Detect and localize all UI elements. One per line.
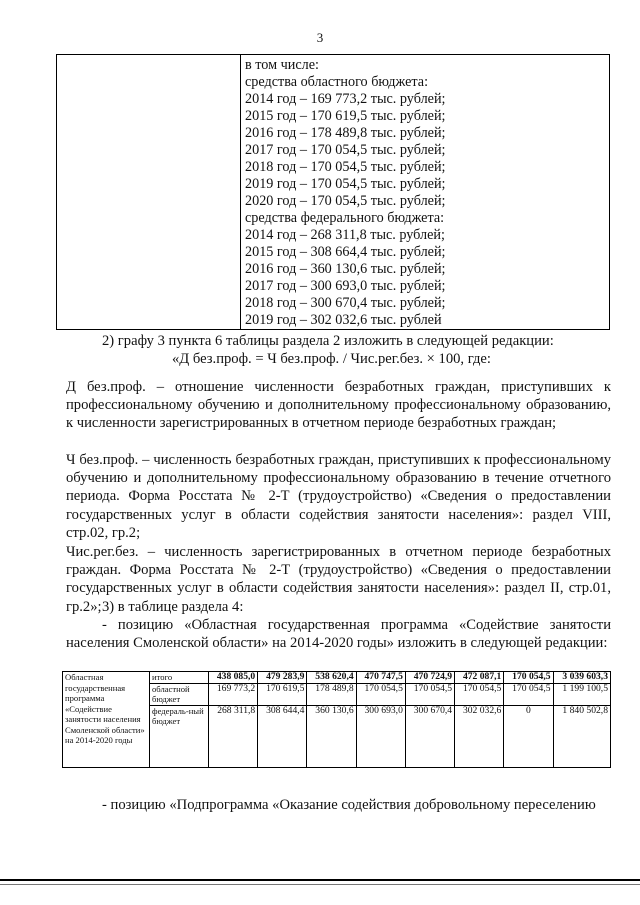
value-cell: 300 693,0 <box>356 705 405 767</box>
row-label: федераль-ный бюджет <box>150 705 209 767</box>
value-cell: 1 840 502,8 <box>553 705 610 767</box>
position-1-instruction: - позицию «Областная государственная программа «Содействие занятости населения Смоленской области» на 2014-2020 годы» изложить в следующей редакции: <box>66 617 611 652</box>
funding-line: 2016 год – 178 489,8 тыс. рублей; <box>245 125 446 141</box>
value-cell: 170 054,5 <box>504 683 553 705</box>
funding-line: 2017 год – 300 693,0 тыс. рублей; <box>245 278 446 294</box>
value-cell: 170 054,5 <box>405 683 454 705</box>
value-cell: 3 039 603,3 <box>553 672 610 684</box>
funding-line: 2020 год – 170 054,5 тыс. рублей; <box>245 193 446 209</box>
bottom-rule <box>0 879 640 881</box>
value-cell: 300 670,4 <box>405 705 454 767</box>
definition-chis: Чис.рег.без. – численность зарегистрированных в отчетном периоде безработных граждан. Форма Росстата № 2-Т (трудоустройство) «Сведения о предоставлении государственных услуг в области содействия занятости населения»: раздел II, стр.01, гр.2»; <box>66 544 611 615</box>
value-cell: 472 087,1 <box>455 672 504 684</box>
program-name-cell: Областная государственная программа «Содействие занятости населения Смоленской области» на 2014-2020 годы <box>63 672 150 768</box>
table-row <box>63 672 611 684</box>
value-cell: 170 054,5 <box>504 672 553 684</box>
value-cell: 169 773,2 <box>209 683 258 705</box>
funding-line: 2019 год – 170 054,5 тыс. рублей; <box>245 176 446 192</box>
value-cell: 438 085,0 <box>209 672 258 684</box>
funding-line: 2018 год – 170 054,5 тыс. рублей; <box>245 159 446 175</box>
definition-d: Д без.проф. – отношение численности безработных граждан, приступивших к профессиональному обучению и дополнительному профессиональному образованию, к численности зарегистрированных в отчетном периоде безработных граждан; <box>66 379 611 432</box>
item-3-instruction: 3) в таблице раздела 4: <box>102 599 244 615</box>
program-funding-table <box>62 671 611 768</box>
item-2-instruction: 2) графу 3 пункта 6 таблицы раздела 2 изложить в следующей редакции: <box>102 333 554 349</box>
value-cell: 308 644,4 <box>258 705 307 767</box>
funding-line: 2019 год – 302 032,6 тыс. рублей <box>245 312 442 328</box>
definition-ch: Ч без.проф. – численность безработных граждан, приступивших к профессиональному обучению и дополнительному профессиональному образованию в течение отчетного периода. Форма Росстата № 2-Т (трудоустройство) «Сведения о предоставлении государственных услуг в области содействия занятости населения»: раздел VIII, стр.02, гр.2; <box>66 452 611 541</box>
value-cell: 1 199 100,5 <box>553 683 610 705</box>
value-cell: 360 130,6 <box>307 705 356 767</box>
position-2-instruction: - позицию «Подпрограмма «Оказание содействия добровольному переселению <box>102 797 596 813</box>
formula: «Д без.проф. = Ч без.проф. / Чис.рег.без. × 100, где: <box>172 351 491 367</box>
value-cell: 170 054,5 <box>455 683 504 705</box>
bottom-rule-thin <box>0 884 640 885</box>
value-cell: 470 747,5 <box>356 672 405 684</box>
funding-line: 2017 год – 170 054,5 тыс. рублей; <box>245 142 446 158</box>
value-cell: 479 283,9 <box>258 672 307 684</box>
funding-line: 2014 год – 268 311,8 тыс. рублей; <box>245 227 445 243</box>
value-cell: 170 054,5 <box>356 683 405 705</box>
budget-continuation-table <box>56 54 610 330</box>
funding-line: 2014 год – 169 773,2 тыс. рублей; <box>245 91 446 107</box>
value-cell: 178 489,8 <box>307 683 356 705</box>
value-cell: 538 620,4 <box>307 672 356 684</box>
empty-label-cell <box>57 55 241 329</box>
value-cell: 302 032,6 <box>455 705 504 767</box>
value-cell: 268 311,8 <box>209 705 258 767</box>
value-cell: 170 619,5 <box>258 683 307 705</box>
funding-line: 2015 год – 308 664,4 тыс. рублей; <box>245 244 446 260</box>
value-cell: 470 724,9 <box>405 672 454 684</box>
funding-line: 2016 год – 360 130,6 тыс. рублей; <box>245 261 446 277</box>
page-number: 3 <box>316 30 324 45</box>
funding-line: 2018 год – 300 670,4 тыс. рублей; <box>245 295 446 311</box>
funding-line: средства федерального бюджета: <box>245 210 445 226</box>
funding-line: 2015 год – 170 619,5 тыс. рублей; <box>245 108 446 124</box>
funding-details-cell <box>241 55 609 329</box>
row-label: итого <box>150 672 209 684</box>
row-label: областной бюджет <box>150 683 209 705</box>
value-cell: 0 <box>504 705 553 767</box>
funding-line: в том числе: <box>245 57 319 73</box>
funding-line: средства областного бюджета: <box>245 74 429 90</box>
